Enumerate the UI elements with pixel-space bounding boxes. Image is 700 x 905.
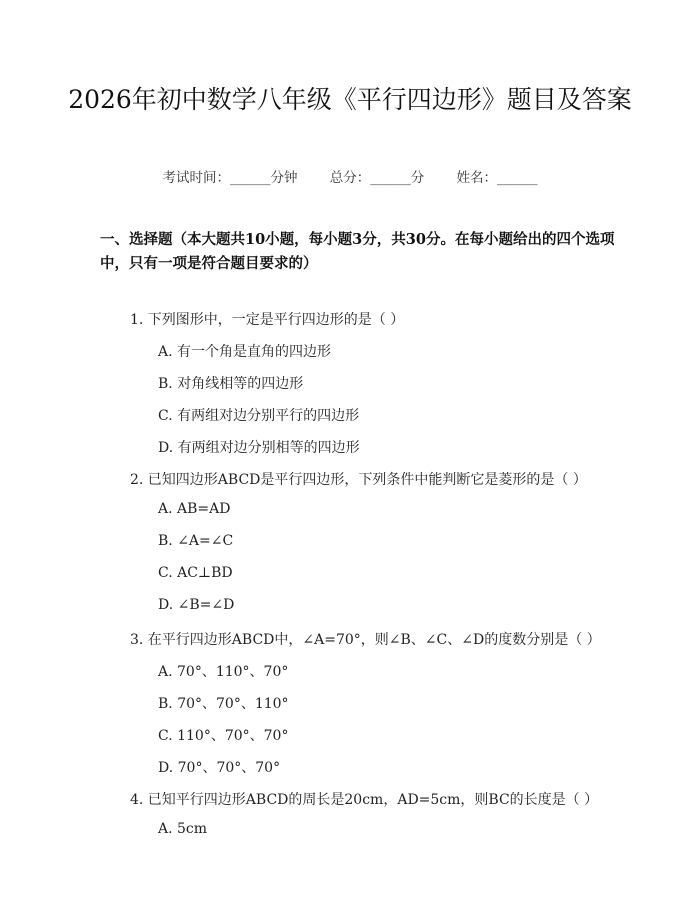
page-title: 2026年初中数学八年级《平行四边形》题目及答案 (68, 85, 632, 114)
exam-meta (0, 166, 700, 186)
question-stem: 3. 在平行四边形ABCD中，∠A=70°，则∠B、∠C、∠D的度数分别是（ ） (130, 632, 601, 648)
question-stem: 2. 已知四边形ABCD是平行四边形，下列条件中能判断它是菱形的是（ ） (130, 472, 587, 488)
question-option: A. 70°、110°、70° (158, 664, 289, 680)
question-option: B. 对角线相等的四边形 (158, 376, 304, 392)
section-heading: 一、选择题（本大题共10小题，每小题3分，共30分。在每小题给出的四个选项中，只有一项是符合题目要求的） (100, 231, 615, 272)
question-option: A. 5cm (158, 821, 208, 837)
question-option: D. 有两组对边分别相等的四边形 (158, 440, 360, 456)
question-option: A. 有一个角是直角的四边形 (158, 344, 332, 360)
question-option: B. 70°、70°、110° (158, 696, 289, 712)
question-option: D. 70°、70°、70° (158, 760, 281, 776)
question-stem: 4. 已知平行四边形ABCD的周长是20cm，AD=5cm，则BC的长度是（ ） (130, 792, 599, 808)
question-option: C. AC⊥BD (158, 565, 233, 581)
question-stem: 1. 下列图形中，一定是平行四边形的是（ ） (130, 312, 405, 328)
question-option: B. ∠A=∠C (158, 533, 234, 549)
question-option: A. AB=AD (158, 501, 231, 517)
question-option: C. 有两组对边分别平行的四边形 (158, 408, 360, 424)
student-name: 姓名：______ (456, 170, 538, 186)
question-option: D. ∠B=∠D (158, 597, 235, 613)
total-score: 总分：______分 (329, 170, 425, 186)
question-option: C. 110°、70°、70° (158, 728, 289, 744)
exam-time: 考试时间：______分钟 (162, 170, 298, 186)
